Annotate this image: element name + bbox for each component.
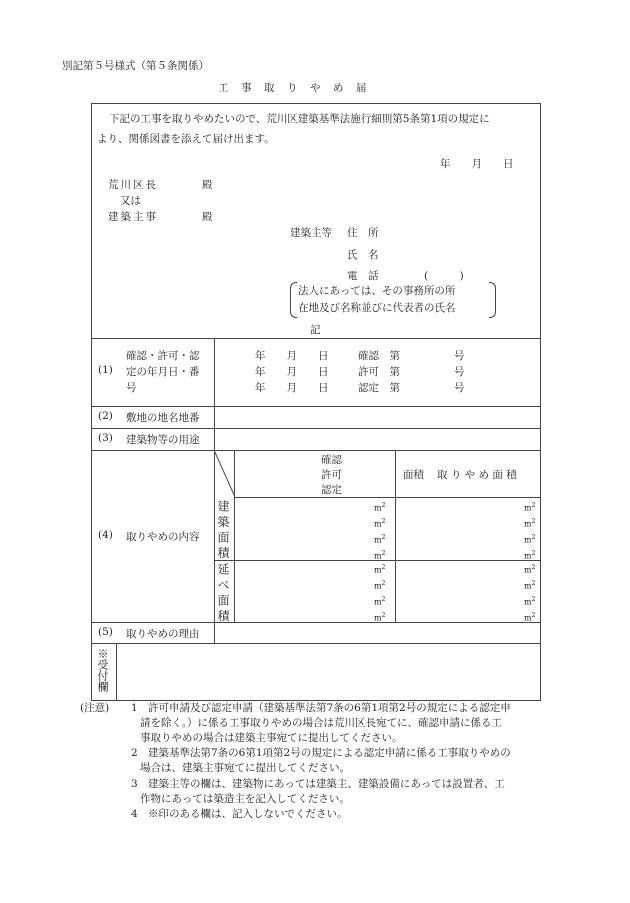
unit-m: m [524,503,532,513]
bracket-left [290,282,297,318]
row-1-label-line-1: 確認・許可・認 [126,350,200,362]
corp-note-line-1: 法人にあっては、その事務所の所 [298,285,456,297]
row-2-number: (2) [98,410,113,422]
unit-exponent: 2 [381,502,386,509]
unit-exponent: 2 [381,534,386,541]
row-1-type-3: 認定 第 [358,382,400,394]
square-meter-unit [374,612,385,623]
unit-exponent: 2 [531,550,536,557]
note-2-number: 2 [131,747,138,759]
unit-m: m [374,581,382,591]
header-kyoka: 許可 [321,469,342,481]
form-title: 工 事 取 り や め 届 [218,82,368,94]
unit-exponent: 2 [381,580,386,587]
column-rule [395,450,396,622]
form-number: 別記第５号様式（第５条関係） [62,60,209,72]
bracket-right [489,282,496,318]
square-meter-unit [524,612,535,623]
header-menseki: 面積 [403,469,424,481]
note-1-number: 1 [131,702,138,714]
addressee-mayor: 荒川区長 [108,179,158,191]
unit-exponent: 2 [531,596,536,603]
row-1-type-2: 許可 第 [358,366,400,378]
row-3-number: (3) [98,432,113,444]
note-4-number: 4 [131,808,138,820]
form-table [91,103,541,701]
unit-exponent: 2 [531,580,536,587]
unit-m: m [524,535,532,545]
unit-m: m [374,503,382,513]
square-meter-unit [524,550,535,561]
applicant-name-label: 氏 名 [347,249,379,261]
unit-exponent: 2 [381,550,386,557]
square-meter-unit [524,502,535,513]
note-2-line-1: 建築基準法第7条の6第1項第2号の規定による認定申請に係る工事取りやめの [148,747,511,759]
row-5-number: (5) [98,626,113,638]
note-3-number: 3 [131,778,138,790]
square-meter-unit [524,596,535,607]
note-4-line-1: ※印のある欄は、記入しないでください。 [148,808,348,820]
reception-label: ※受付欄 [96,648,109,692]
row-3-label: 建築物等の用途 [126,434,200,446]
row-1-date-3: 年 月 日 [255,382,329,394]
divider [92,450,540,451]
square-meter-unit [524,518,535,529]
row-1-no-2: 号 [454,366,465,378]
addressee-owner: 建築主事 [108,211,158,223]
square-meter-unit [374,550,385,561]
square-meter-unit [524,534,535,545]
applicant-label: 建築主等 [290,227,332,239]
divider [92,643,540,644]
unit-m: m [374,519,382,529]
ki-label: 記 [310,324,321,336]
submission-date: 年 月 日 [440,158,514,170]
addressee-mayor-honorific: 殿 [202,179,213,191]
unit-exponent: 2 [531,518,536,525]
applicant-phone-paren: ( ) [424,270,464,282]
row-5-label: 取りやめの理由 [126,628,200,640]
row-1-type-1: 確認 第 [358,350,400,362]
row-1-label-line-2: 定の年月日・番 [126,366,200,378]
square-meter-unit [374,534,385,545]
square-meter-unit [374,518,385,529]
note-1-line-3: 事取りやめの場合は建築主事宛てに提出してください。 [140,732,403,744]
row-1-date-2: 年 月 日 [255,366,329,378]
applicant-address-label: 住 所 [347,227,379,239]
header-nintei: 認定 [321,484,342,496]
total-floor-area-label: 延べ面積 [216,563,230,625]
square-meter-unit [374,596,385,607]
unit-exponent: 2 [381,518,386,525]
unit-exponent: 2 [381,564,386,571]
corp-note-line-2: 在地及び名称並びに代表者の氏名 [298,302,456,314]
square-meter-unit [374,502,385,513]
unit-m: m [524,519,532,529]
note-1-line-2: 請を除く。）に係る工事取りやめの場合は荒川区長宛てに、確認申請に係る工 [140,717,503,729]
header-cancel-area: 取 り や め 面 積 [437,469,517,481]
unit-m: m [524,613,532,623]
note-3-line-1: 建築主等の欄は、建築物にあっては建築主、建築設備にあっては設置者、工 [148,778,505,790]
unit-m: m [374,551,382,561]
applicant-phone-label: 電 話 [347,270,379,282]
row-1-date-1: 年 月 日 [255,350,329,362]
unit-m: m [524,551,532,561]
note-2-line-2: 場合は、建築主事宛てに提出してください。 [140,762,350,774]
unit-m: m [524,597,532,607]
addressee-or: 又は [120,195,141,207]
unit-exponent: 2 [381,596,386,603]
unit-exponent: 2 [531,564,536,571]
unit-m: m [374,597,382,607]
unit-exponent: 2 [531,534,536,541]
row-1-no-1: 号 [454,350,465,362]
unit-m: m [524,565,532,575]
building-area-label: 建築面積 [216,500,230,562]
divider [92,428,540,429]
row-2-label: 敷地の地名地番 [126,412,200,424]
divider [92,338,540,339]
row-1-no-3: 号 [454,382,465,394]
unit-exponent: 2 [381,612,386,619]
header-kakunin: 確認 [321,454,342,466]
unit-exponent: 2 [531,502,536,509]
unit-m: m [374,535,382,545]
unit-m: m [374,565,382,575]
square-meter-unit [524,564,535,575]
row-1-number: (1) [98,364,113,376]
square-meter-unit [374,580,385,591]
unit-exponent: 2 [531,612,536,619]
divider [92,622,540,623]
addressee-owner-honorific: 殿 [202,211,213,223]
diagonal-line [214,450,235,497]
unit-m: m [524,581,532,591]
note-3-line-2: 作物にあっては築造主を記入してください。 [140,793,350,805]
row-4-label: 取りやめの内容 [126,531,200,543]
row-4-number: (4) [98,529,113,541]
intro-line-2: より、関係図書を添えて届け出ます。 [97,133,275,145]
row-1-label-line-3: 号 [126,382,137,394]
square-meter-unit [374,564,385,575]
unit-m: m [374,613,382,623]
divider [92,406,540,407]
notes-label: (注意) [80,702,110,714]
divider [234,497,540,498]
column-rule [116,643,117,700]
intro-line-1: 下記の工事を取りやめたいので、荒川区建築基準法施行細則第5条第1項の規定に [109,113,490,125]
square-meter-unit [524,580,535,591]
note-1-line-1: 許可申請及び認定申請（建築基準法第7条の6第1項第2号の規定による認定申 [148,702,511,714]
